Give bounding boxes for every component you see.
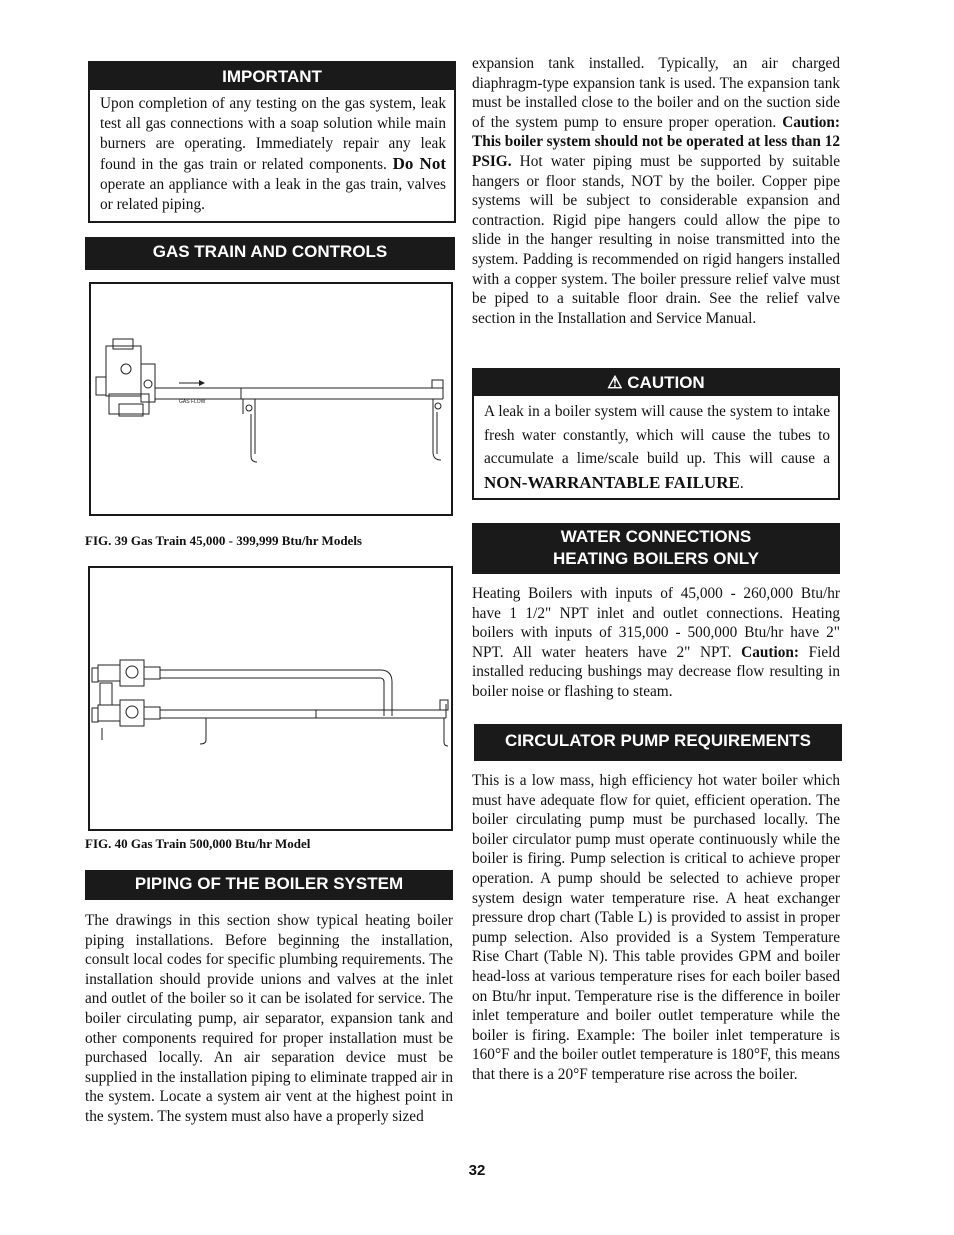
page-number: 32 (468, 1162, 486, 1179)
important-box (88, 61, 456, 223)
piping-text: The drawings in this section show typical heating boiler piping installations. Before beginning the installation, consult local codes for specific plumbing requirements. The installation should provide unions and valves at the inlet and outlet of the boiler so it can be isolated for service. The boiler circulating pump, air separator, expansion tank and other components required for proper installation must be purchased locally. An air separation device must be supplied in the installation piping to eliminate trapped air in the system. Locate a system air vent at the highest point in the system. The system must also have a properly sized (85, 912, 453, 1125)
fig-40-svg (90, 568, 451, 829)
caution-title: ⚠ CAUTION (474, 370, 838, 396)
fig-39-gas-train-drawing (89, 282, 453, 516)
water-connections-text: Heating Boilers with inputs of 45,000 - 260,000 Btu/hr have 1 1/2" NPT inlet and outlet connections. Heating boilers with inputs of 315,000 - 500,000 Btu/hr have 2" NPT. All water heaters have 2" NPT. Caution: Field installed reducing bushings may decrease flow resulting in boiler noise or flashing to steam. (472, 585, 841, 700)
caution-emph: NON-WARRANTABLE FAILURE (484, 472, 740, 492)
fig-40-caption: FIG. 40 Gas Train 500,000 Btu/hr Model (85, 836, 311, 851)
caution-text: A leak in a boiler system will cause the system to intake fresh water constantly, which will cause the tubes to accumulate a lime/scale build up. This will cause a NON-WARRANTABLE FAILURE. (484, 403, 830, 492)
circulator-text: This is a low mass, high efficiency hot water boiler which must have adequate flow for quiet, efficient operation. The boiler circulating pump must be purchased locally. The boiler circulator pump must operate continuously while the boiler is firing. Pump selection is critical to achieve proper operation. A pump should be selected to achieve proper system design water temperature rise. A heat exchanger pressure drop chart (Table L) is provided to assist in proper pump selection. Also provided is a System Temperature Rise Chart (Table N). This table provides GPM and boiler head-loss at various temperature rises for each boiler based on Btu/hr input. Temperature rise is the difference in boiler inlet temperature and boiler outlet temperature while the boiler is firing. Example: The boiler inlet temperature is 160°F and the boiler outlet temperature is 180°F, this means that there is a 20°F temperature rise across the boiler. (472, 772, 840, 1083)
pressure-caution: Caution: This boiler system should not be operated at less than 12 PSIG. (472, 113, 840, 170)
fig-39-caption: FIG. 39 Gas Train 45,000 - 399,999 Btu/hr Models (85, 533, 362, 548)
gas-train-heading: GAS TRAIN AND CONTROLS (85, 237, 455, 270)
important-title: IMPORTANT (90, 63, 454, 90)
fig-40-gas-train-drawing (88, 566, 453, 831)
piping-heading: PIPING OF THE BOILER SYSTEM (85, 870, 453, 900)
caution-box (472, 368, 840, 500)
gas-flow-label: GAS FLOW (179, 399, 206, 405)
water-connections-heading: WATER CONNECTIONS HEATING BOILERS ONLY (472, 523, 840, 574)
circulator-heading: CIRCULATOR PUMP REQUIREMENTS (474, 724, 842, 761)
important-text: Upon completion of any testing on the gas system, leak test all gas connections with a soap solution while main burners are operating. Immediately repair any leak found in the gas train or related components. Do Not operate an appliance with a leak in the gas train, valves or related piping. (100, 95, 446, 213)
warning-icon: ⚠ (607, 373, 623, 392)
piping-continued-text: expansion tank installed. Typically, an air charged diaphragm-type expansion tank is used. The expansion tank must be installed close to the boiler and on the suction side of the system pump to ensure proper operation. Caution: This boiler system should not be operated at less than 12 PSIG. Hot water piping must be supported by suitable hangers or floor stands, NOT by the boiler. Copper pipe systems will be subject to considerable expansion and contraction. Rigid pipe hangers could allow the pipe to slide in the hanger resulting in noise transmitted into the system. Padding is recommended on rigid hangers installed with a copper system. The boiler pressure relief valve must be piped to a suitable floor drain. See the relief valve section in the Installation and Service Manual. (472, 55, 841, 327)
fig-39-svg (91, 284, 451, 514)
important-emph: Do Not (392, 154, 446, 173)
